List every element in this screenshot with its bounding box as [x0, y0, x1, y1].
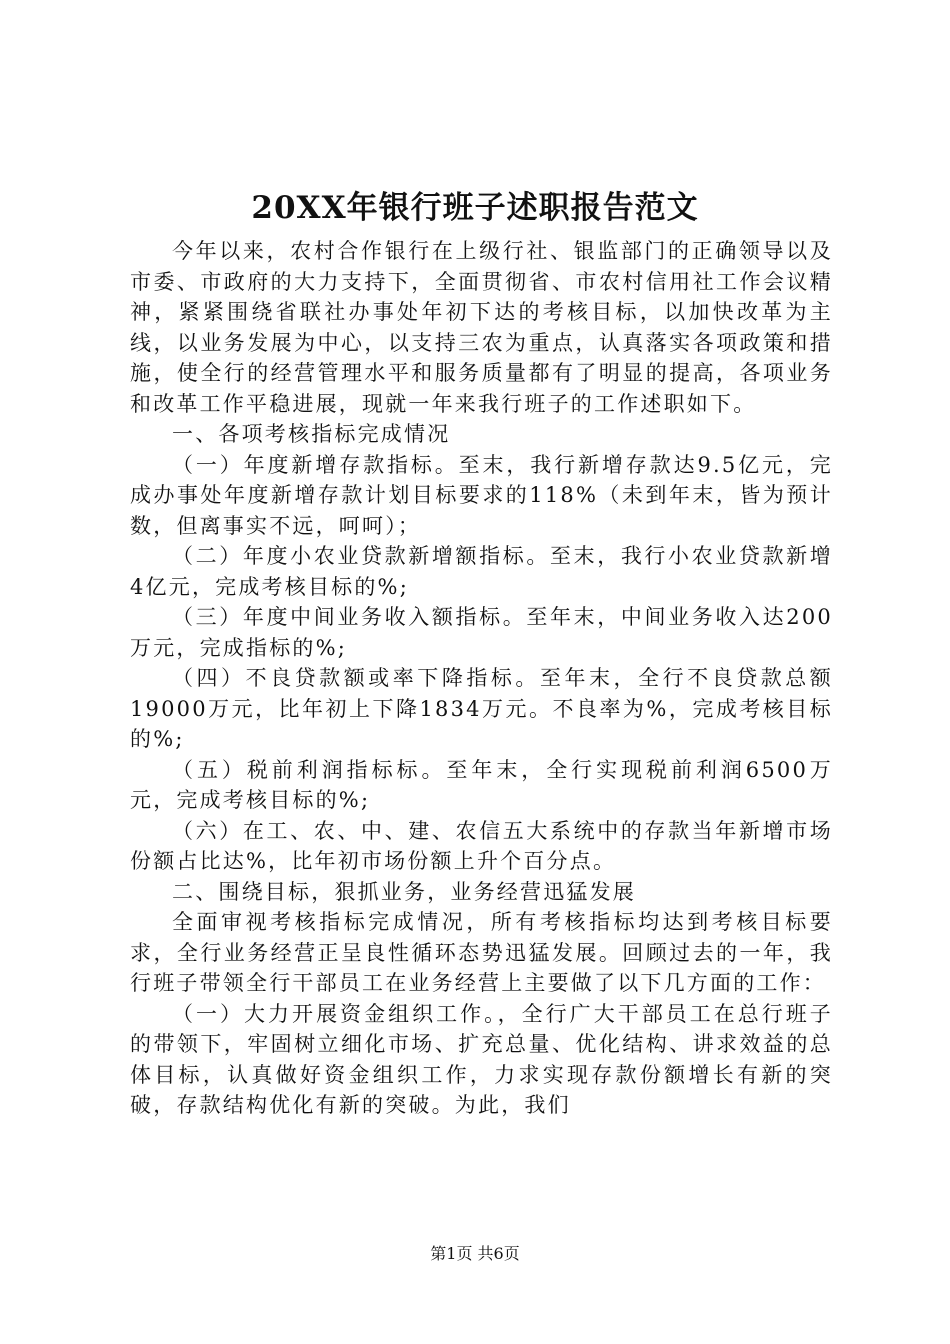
section-heading-1: 一、各项考核指标完成情况 [172, 422, 451, 446]
document-body [130, 236, 833, 1121]
section-heading-2: 二、围绕目标，狠抓业务，业务经营迅猛发展 [172, 879, 636, 904]
paragraph-item-3: （三）年度中间业务收入额指标。至年末，中间业务收入达200万元，完成指标的%; [130, 605, 833, 660]
paragraph-item-5: （五）税前利润指标标。至年末，全行实现税前利润6500万元，完成考核目标的%; [130, 757, 833, 812]
paragraph-intro: 今年以来，农村合作银行在上级行社、银监部门的正确领导以及市委、市政府的大力支持下，全面贯彻省、市农村信用社工作会议精神，紧紧围绕省联社办事处年初下达的考核目标，以加快改革为主线，以业务发展为中心，以支持三农为重点，认真落实各项政策和措施，使全行的经营管理水平和服务质量都有了明显的提高，各项业务和改革工作平稳进展，现就一年来我行班子的工作述职如下。 [130, 239, 833, 416]
document-title: 20XX年银行班子述职报告范文 [251, 190, 699, 226]
paragraph-item-4: （四）不良贷款额或率下降指标。至年末，全行不良贷款总额19000万元，比年初上下降1834万元。不良率为%，完成考核目标的%; [130, 666, 833, 751]
page-number: 第1页 共6页 [430, 1244, 520, 1263]
paragraph-item-1: （一）年度新增存款指标。至末，我行新增存款达9.5亿元，完成办事处年度新增存款计划目标要求的118%（未到年末，皆为预计数，但离事实不远，呵呵）； [130, 452, 833, 538]
paragraph-item-2: （二）年度小农业贷款新增额指标。至末，我行小农业贷款新增4亿元，完成考核目标的%; [130, 544, 833, 599]
paragraph-funds: （一）大力开展资金组织工作。，全行广大干部员工在总行班子的带领下，牢固树立细化市场、扩充总量、优化结构、讲求效益的总体目标，认真做好资金组织工作，力求实现存款份额增长有新的突破，存款结构优化有新的突破。为此，我们 [130, 1001, 833, 1117]
paragraph-item-6: （六）在工、农、中、建、农信五大系统中的存款当年新增市场份额占比达%，比年初市场份额上升个百分点。 [130, 818, 833, 873]
paragraph-review: 全面审视考核指标完成情况，所有考核指标均达到考核目标要求，全行业务经营正呈良性循环态势迅猛发展。回顾过去的一年，我行班子带领全行干部员工在业务经营上主要做了以下几方面的工作： [130, 910, 833, 995]
